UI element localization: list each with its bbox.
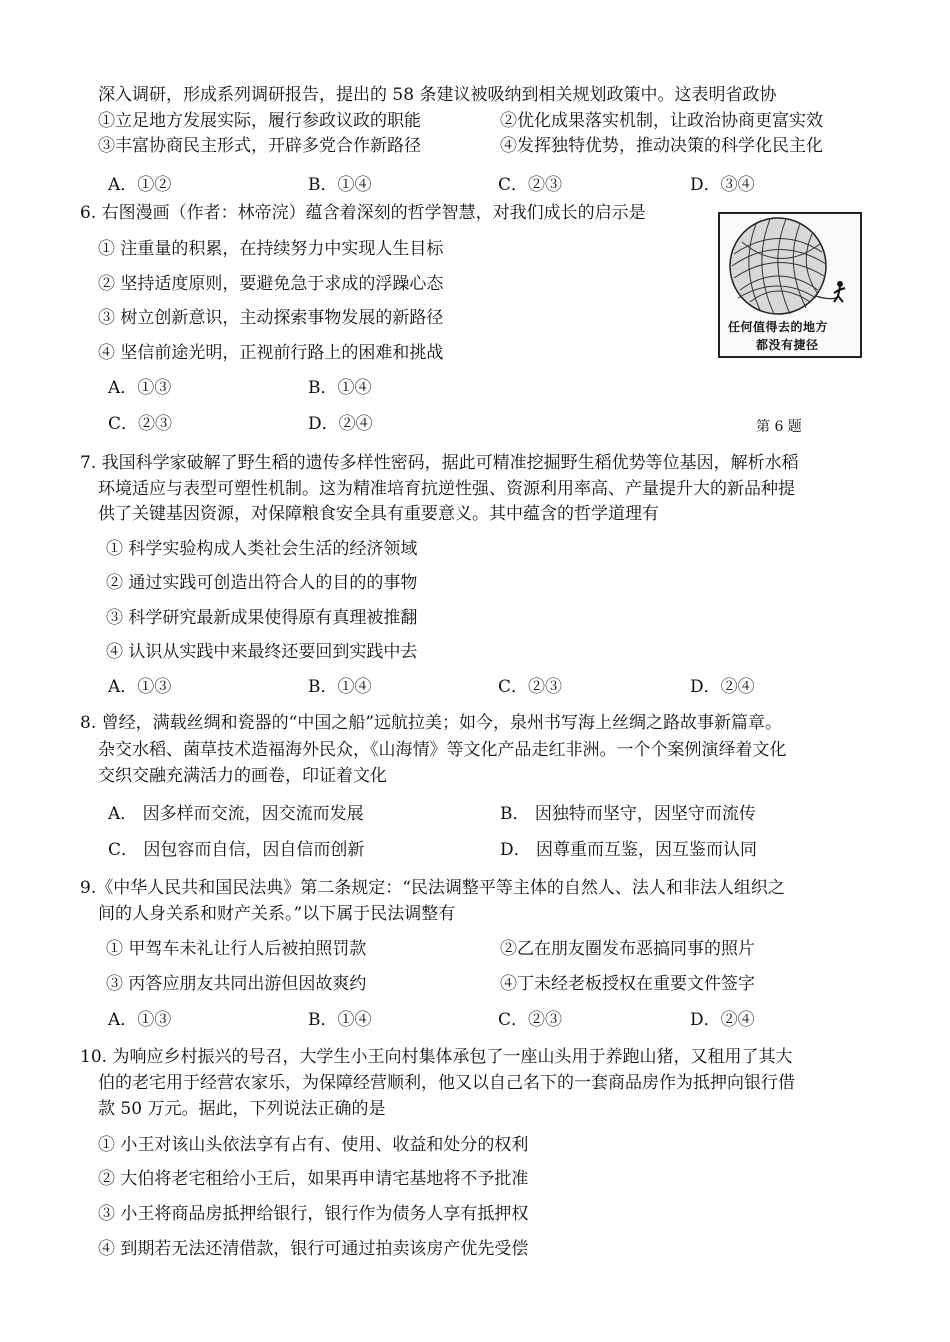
- q7-item-2: ② 通过实践可创造出符合人的目的的事物: [106, 573, 418, 593]
- q5-choice-a: A．①②: [108, 175, 172, 195]
- q10-item-3: ③ 小王将商品房抵押给银行，银行作为债务人享有抵押权: [98, 1204, 529, 1224]
- q5-item-3: ③丰富协商民主形式，开辟多党合作新路径: [98, 136, 421, 156]
- q8-stem-line-2: 杂交水稻、菌草技术造福海外民众，《山海情》等文化产品走红非洲。一个个案例演绎着文化: [98, 740, 787, 760]
- q7-choice-c: C．②③: [498, 677, 563, 697]
- q9-choice-c: C．②③: [498, 1010, 563, 1030]
- q8-choice-b: B． 因独特而坚守，因坚守而流传: [500, 804, 756, 824]
- q5-choice-d: D．③④: [690, 175, 755, 195]
- q7-item-3: ③ 科学研究最新成果使得原有真理被推翻: [106, 608, 418, 628]
- q5-item-4: ④发挥独特优势，推动决策的科学化民主化: [500, 136, 823, 156]
- q5-item-1: ①立足地方发展实际，履行参政议政的职能: [98, 111, 421, 131]
- q9-item-1: ① 甲驾车未礼让行人后被拍照罚款: [106, 939, 367, 959]
- q8-choice-c: C． 因包容而自信，因自信而创新: [108, 840, 365, 860]
- q10-stem-line-1: 10. 为响应乡村振兴的号召，大学生小王向村集体承包了一座山头用于养跑山猪，又租用了其大: [80, 1047, 793, 1067]
- q5-choice-c: C．②③: [498, 175, 563, 195]
- q10-item-1: ① 小王对该山头依法享有占有、使用、收益和处分的权利: [98, 1135, 529, 1155]
- q5-item-2: ②优化成果落实机制，让政治协商更富实效: [500, 111, 823, 131]
- q9-item-4: ④丁未经老板授权在重要文件签字: [500, 974, 755, 994]
- q8-stem-line-3: 交织交融充满活力的画卷，印证着文化: [98, 766, 387, 786]
- q6-choice-b: B．①④: [308, 378, 372, 398]
- q5-stem-tail: 深入调研，形成系列调研报告，提出的 58 条建议被吸纳到相关规划政策中。这表明省政协: [98, 85, 777, 105]
- q6-item-1: ① 注重量的积累，在持续努力中实现人生目标: [98, 239, 444, 259]
- q10-stem-line-2: 伯的老宅用于经营农家乐，为保障经营顺利，他又以自己名下的一套商品房作为抵押向银行借: [98, 1073, 795, 1093]
- q7-choice-a: A．①③: [108, 677, 172, 697]
- cartoon-caption-line1: 任何值得去的地方: [728, 320, 829, 334]
- q9-stem-line-2: 间的人身关系和财产关系。”以下属于民法调整有: [98, 904, 456, 924]
- figure-label: 第 6 题: [756, 419, 802, 435]
- q9-item-3: ③ 丙答应朋友共同出游但因故爽约: [106, 974, 367, 994]
- q7-item-1: ① 科学实验构成人类社会生活的经济领域: [106, 539, 418, 559]
- q6-item-2: ② 坚持适度原则，要避免急于求成的浮躁心态: [98, 274, 444, 294]
- q10-item-4: ④ 到期若无法还清借款，银行可通过拍卖该房产优先受偿: [98, 1239, 529, 1259]
- cartoon-figure: [718, 212, 862, 358]
- q10-item-2: ② 大伯将老宅租给小王后，如果再申请宅基地将不予批准: [98, 1169, 529, 1189]
- q7-choice-d: D．②④: [690, 677, 755, 697]
- q8-choice-a: A． 因多样而交流，因交流而发展: [108, 804, 364, 824]
- cartoon-caption-line2: 都没有捷径: [756, 338, 819, 352]
- q9-item-2: ②乙在朋友圈发布恶搞同事的照片: [500, 939, 755, 959]
- q7-stem-line-1: 7. 我国科学家破解了野生稻的遗传多样性密码，据此可精准挖掘野生稻优势等位基因，解析水稻: [80, 453, 799, 473]
- q7-stem-line-3: 供了关键基因资源，对保障粮食安全具有重要意义。其中蕴含的哲学道理有: [98, 504, 659, 524]
- q6-choice-a: A．①③: [108, 378, 172, 398]
- q6-choice-c: C．②③: [108, 414, 173, 434]
- q7-item-4: ④ 认识从实践中来最终还要回到实践中去: [106, 642, 418, 662]
- q10-stem-line-3: 款 50 万元。据此，下列说法正确的是: [98, 1099, 386, 1119]
- q6-choice-d: D．②④: [308, 414, 373, 434]
- q5-choice-b: B．①④: [308, 175, 372, 195]
- q9-choice-a: A．①③: [108, 1010, 172, 1030]
- q9-stem-line-1: 9.《中华人民共和国民法典》第二条规定：“民法调整平等主体的自然人、法人和非法人组织之: [80, 878, 785, 898]
- q7-stem-line-2: 环境适应与表型可塑性机制。这为精准培育抗逆性强、资源利用率高、产量提升大的新品种提: [98, 479, 795, 499]
- q7-choice-b: B．①④: [308, 677, 372, 697]
- q6-stem: 6. 右图漫画（作者：林帝浣）蕴含着深刻的哲学智慧，对我们成长的启示是: [80, 203, 646, 223]
- q6-item-3: ③ 树立创新意识，主动探索事物发展的新路径: [98, 308, 444, 328]
- q9-choice-d: D．②④: [690, 1010, 755, 1030]
- q8-stem-line-1: 8. 曾经，满载丝绸和瓷器的“中国之船”远航拉美；如今，泉州书写海上丝绸之路故事新篇章。: [80, 713, 783, 733]
- q8-choice-d: D． 因尊重而互鉴，因互鉴而认同: [500, 840, 758, 860]
- q9-choice-b: B．①④: [308, 1010, 372, 1030]
- q6-item-4: ④ 坚信前途光明，正视前行路上的困难和挑战: [98, 343, 444, 363]
